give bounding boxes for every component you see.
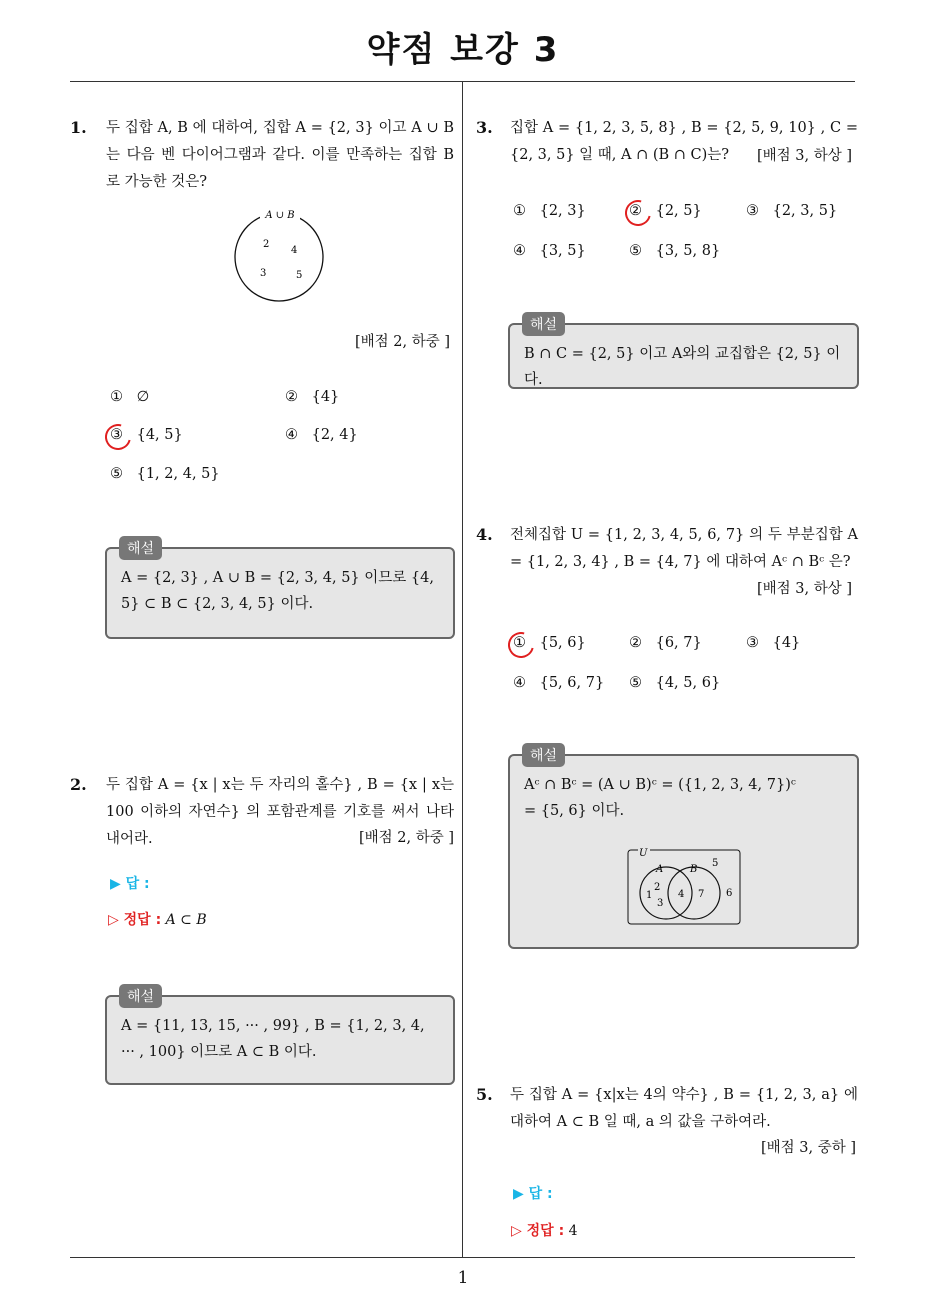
correct-label: ▷ 정답 : — [108, 912, 162, 928]
q2-solution-text: A = {11, 13, 15, ··· , 99} , B = {1, 2, 3, 4, ··· , 100} 이므로 A ⊂ B 이다. — [121, 1018, 425, 1060]
option-text: {2, 5} — [655, 203, 702, 219]
venn-element: 5 — [712, 858, 719, 869]
q1-number: 1. — [70, 118, 87, 137]
q4-text: 전체집합 U = {1, 2, 3, 4, 5, 6, 7} 의 두 부분집합 A = {1, 2, 3, 4} , B = {4, 7} 에 대하여 Aᶜ ∩ Bᶜ 은? — [510, 527, 858, 570]
q1-solution-box — [105, 541, 455, 639]
option-number: ⑤ — [629, 675, 642, 691]
q1-venn-element: 3 — [260, 268, 267, 279]
option-number: ⑤ — [110, 466, 123, 482]
q1-venn-element: 5 — [296, 270, 303, 281]
option-text: {3, 5, 8} — [655, 243, 721, 259]
q2-correct-answer — [108, 909, 207, 929]
q1-option-4[interactable] — [285, 427, 358, 443]
q3-option-1[interactable] — [513, 203, 586, 219]
q5-meta: [배점 3, 중하 ] — [760, 1140, 856, 1156]
option-text: {5, 6, 7} — [539, 675, 605, 691]
q4-meta: [배점 3, 하상 ] — [756, 581, 852, 597]
q1-option-1[interactable] — [110, 389, 149, 405]
option-text: ∅ — [136, 389, 150, 405]
q3-solution-text: B ∩ C = {2, 5} 이고 A와의 교집합은 {2, 5} 이다. — [524, 346, 841, 388]
q1-meta: [배점 2, 하중 ] — [354, 334, 450, 350]
q3-option-5[interactable] — [629, 243, 720, 259]
q4-number: 4. — [476, 525, 493, 544]
q4-option-5[interactable] — [629, 675, 720, 691]
q3-text: 집합 A = {1, 2, 3, 5, 8} , B = {2, 5, 9, 10} , C = {2, 3, 5} 일 때, A ∩ (B ∩ C)는? — [510, 120, 858, 163]
venn-universal-label: U — [639, 848, 648, 859]
correct-label: ▷ 정답 : — [511, 1223, 565, 1239]
option-number: ④ — [285, 427, 298, 443]
q3-answer-mark — [620, 195, 656, 231]
column-divider — [462, 82, 463, 1257]
q4-option-2[interactable] — [629, 635, 702, 651]
solution-tag: 해설 — [119, 536, 162, 560]
option-number: ④ — [513, 243, 526, 259]
q4-answer-mark — [503, 627, 539, 663]
q2-text: 두 집합 A = {x | x는 두 자리의 홀수} , B = {x | x는 100 이하의 자연수} 의 포함관계를 기호를 써서 나타내어라. — [106, 777, 454, 847]
option-text: {4, 5} — [136, 427, 183, 443]
q5-text: 두 집합 A = {x|x는 4의 약수} , B = {1, 2, 3, a} 에 대하여 A ⊂ B 일 때, a 의 값을 구하여라. — [510, 1087, 858, 1130]
option-text: {2, 4} — [311, 427, 358, 443]
q4-solution-box — [508, 748, 859, 949]
q1-text: 두 집합 A, B 에 대하여, 집합 A = {2, 3} 이고 A ∪ B 는 다음 벤 다이어그램과 같다. 이를 만족하는 집합 B 로 가능한 것은? — [106, 120, 454, 190]
venn-set-a-label: A — [656, 864, 664, 875]
q2-solution-box — [105, 989, 455, 1085]
venn-element: 1 — [646, 890, 653, 901]
correct-value: A ⊂ B — [165, 912, 207, 928]
option-text: {4, 5, 6} — [655, 675, 721, 691]
q1-option-5[interactable] — [110, 466, 220, 482]
q1-venn-diagram — [230, 205, 330, 305]
q4-option-3[interactable] — [746, 635, 800, 651]
q3-number: 3. — [476, 118, 493, 137]
option-number: ③ — [110, 427, 123, 443]
option-text: {5, 6} — [539, 635, 586, 651]
venn-element: 6 — [726, 888, 733, 899]
option-text: {6, 7} — [655, 635, 702, 651]
q3-solution-box — [508, 317, 859, 389]
q1-venn-element: 4 — [291, 245, 298, 256]
option-number: ① — [513, 203, 526, 219]
solution-tag: 해설 — [119, 984, 162, 1008]
option-number: ④ — [513, 675, 526, 691]
option-number: ② — [629, 203, 642, 219]
q2-number: 2. — [70, 775, 87, 794]
q4-venn-diagram — [626, 848, 742, 928]
option-text: {2, 3, 5} — [772, 203, 838, 219]
q2-meta: [배점 2, 하중 ] — [358, 830, 454, 846]
q4-solution-text: Aᶜ ∩ Bᶜ = (A ∪ B)ᶜ = ({1, 2, 3, 4, 7})ᶜ = {5, 6} 이다. — [524, 777, 796, 819]
venn-element: 3 — [657, 898, 664, 909]
page-title: 약점 보강 3 — [366, 30, 560, 70]
q5-correct-answer — [511, 1220, 578, 1240]
venn-element: 2 — [654, 882, 661, 893]
venn-set-b-label: B — [690, 864, 698, 875]
q1-venn-label: A ∪ B — [265, 210, 295, 221]
option-number: ① — [110, 389, 123, 405]
option-text: {3, 5} — [539, 243, 586, 259]
option-text: {2, 3} — [539, 203, 586, 219]
correct-value: 4 — [568, 1223, 578, 1239]
q4-option-4[interactable] — [513, 675, 604, 691]
page-number: 1 — [457, 1268, 469, 1288]
option-number: ① — [513, 635, 526, 651]
option-number: ⑤ — [629, 243, 642, 259]
solution-tag: 해설 — [522, 312, 565, 336]
option-text: {1, 2, 4, 5} — [136, 466, 220, 482]
q2-answer-label: ▶ 답 : — [110, 876, 150, 892]
q3-meta: [배점 3, 하상 ] — [756, 148, 852, 164]
venn-element: 7 — [698, 889, 705, 900]
q3-option-3[interactable] — [746, 203, 837, 219]
option-number: ③ — [746, 203, 759, 219]
venn-element: 4 — [678, 889, 685, 900]
q1-answer-mark — [100, 419, 136, 455]
q1-venn-element: 2 — [263, 239, 270, 250]
option-number: ② — [629, 635, 642, 651]
solution-tag: 해설 — [522, 743, 565, 767]
bottom-rule — [70, 1257, 855, 1258]
q3-option-4[interactable] — [513, 243, 586, 259]
q5-number: 5. — [476, 1085, 493, 1104]
q1-option-2[interactable] — [285, 389, 339, 405]
option-text: {4} — [311, 389, 340, 405]
q1-solution-text: A = {2, 3} , A ∪ B = {2, 3, 4, 5} 이므로 {4, 5} ⊂ B ⊂ {2, 3, 4, 5} 이다. — [121, 570, 434, 612]
option-number: ② — [285, 389, 298, 405]
option-text: {4} — [772, 635, 801, 651]
option-number: ③ — [746, 635, 759, 651]
q5-answer-label: ▶ 답 : — [513, 1186, 553, 1202]
